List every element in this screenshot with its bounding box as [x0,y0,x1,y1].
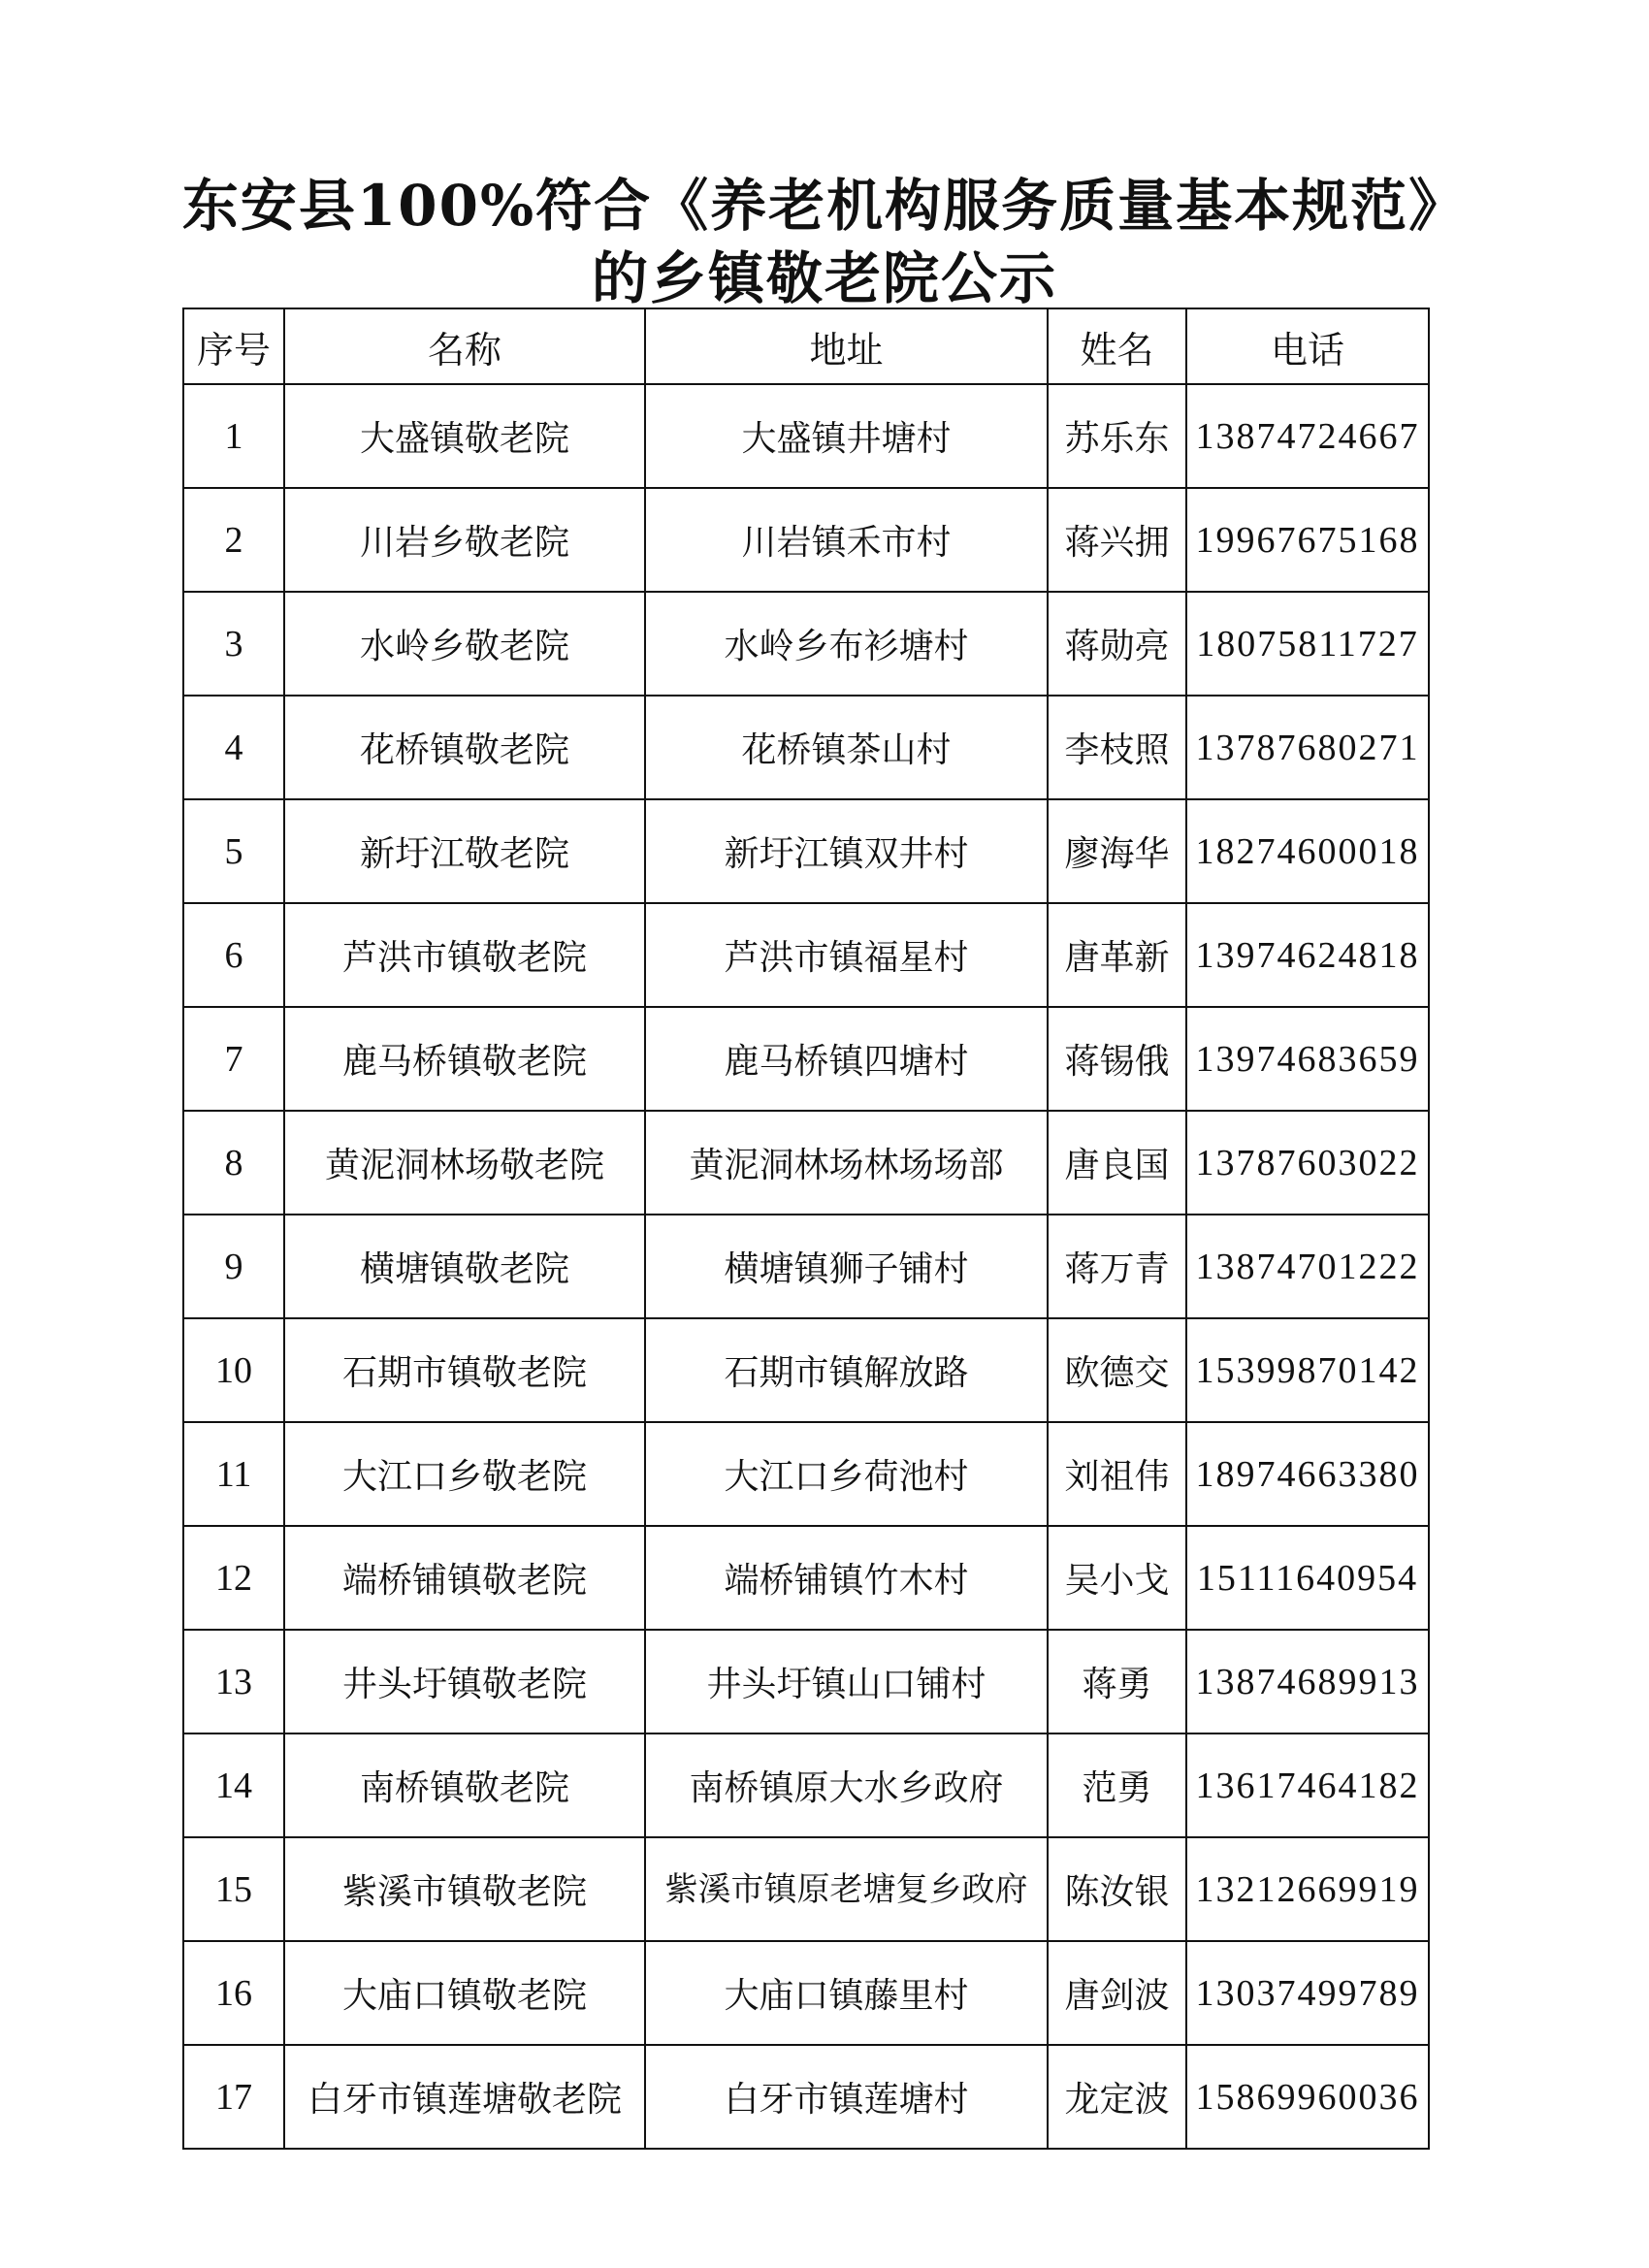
cell-contact: 陈汝银 [1048,1837,1186,1941]
cell-index: 8 [183,1111,284,1215]
table-row [183,1318,1429,1422]
cell-name: 横塘镇敬老院 [284,1215,645,1318]
cell-contact: 范勇 [1048,1733,1186,1837]
cell-index: 17 [183,2045,284,2149]
cell-name: 芦洪市镇敬老院 [284,903,645,1007]
cell-address: 端桥铺镇竹木村 [645,1526,1048,1630]
cell-phone: 13874724667 [1186,384,1429,488]
cell-address: 南桥镇原大水乡政府 [645,1733,1048,1837]
cell-name: 大盛镇敬老院 [284,384,645,488]
cell-address: 大庙口镇藤里村 [645,1941,1048,2045]
cell-phone: 13974624818 [1186,903,1429,1007]
cell-contact: 蒋兴拥 [1048,488,1186,592]
table-body [183,384,1429,2149]
table-row [183,1215,1429,1318]
cell-address: 鹿马桥镇四塘村 [645,1007,1048,1111]
cell-name: 新圩江敬老院 [284,799,645,903]
cell-address: 大盛镇井塘村 [645,384,1048,488]
cell-contact: 唐革新 [1048,903,1186,1007]
cell-phone: 13037499789 [1186,1941,1429,2045]
document-title-line-2: 的乡镇敬老院公示 [591,245,1057,311]
nursing-home-table [182,308,1430,2150]
column-header-contact: 姓名 [1048,308,1186,384]
cell-index: 5 [183,799,284,903]
cell-index: 1 [183,384,284,488]
cell-index: 6 [183,903,284,1007]
table-row [183,384,1429,488]
cell-phone: 15399870142 [1186,1318,1429,1422]
cell-phone: 13974683659 [1186,1007,1429,1111]
cell-contact: 刘祖伟 [1048,1422,1186,1526]
cell-phone: 18075811727 [1186,592,1429,696]
cell-address: 花桥镇茶山村 [645,696,1048,799]
cell-address: 紫溪市镇原老塘复乡政府 [645,1837,1048,1941]
cell-index: 12 [183,1526,284,1630]
cell-name: 花桥镇敬老院 [284,696,645,799]
cell-address: 新圩江镇双井村 [645,799,1048,903]
cell-address: 芦洪市镇福星村 [645,903,1048,1007]
cell-contact: 蒋万青 [1048,1215,1186,1318]
cell-index: 2 [183,488,284,592]
cell-name: 南桥镇敬老院 [284,1733,645,1837]
cell-phone: 13874689913 [1186,1630,1429,1733]
cell-phone: 19967675168 [1186,488,1429,592]
cell-contact: 李枝照 [1048,696,1186,799]
cell-address: 白牙市镇莲塘村 [645,2045,1048,2149]
cell-contact: 廖海华 [1048,799,1186,903]
cell-name: 白牙市镇莲塘敬老院 [284,2045,645,2149]
table-row [183,799,1429,903]
cell-address: 石期市镇解放路 [645,1318,1048,1422]
table-row [183,696,1429,799]
cell-index: 11 [183,1422,284,1526]
cell-phone: 13212669919 [1186,1837,1429,1941]
cell-index: 3 [183,592,284,696]
table-row [183,903,1429,1007]
column-header-name: 名称 [284,308,645,384]
table-row [183,1941,1429,2045]
cell-index: 14 [183,1733,284,1837]
cell-contact: 龙定波 [1048,2045,1186,2149]
cell-index: 10 [183,1318,284,1422]
cell-contact: 唐剑波 [1048,1941,1186,2045]
cell-contact: 蒋锡俄 [1048,1007,1186,1111]
cell-phone: 15869960036 [1186,2045,1429,2149]
cell-name: 大庙口镇敬老院 [284,1941,645,2045]
cell-phone: 18274600018 [1186,799,1429,903]
cell-name: 紫溪市镇敬老院 [284,1837,645,1941]
table-row [183,1733,1429,1837]
cell-name: 石期市镇敬老院 [284,1318,645,1422]
table-row [183,1007,1429,1111]
cell-index: 13 [183,1630,284,1733]
cell-name: 鹿马桥镇敬老院 [284,1007,645,1111]
table-header-row [183,308,1429,384]
cell-index: 9 [183,1215,284,1318]
column-header-index: 序号 [183,308,284,384]
cell-name: 黄泥洞林场敬老院 [284,1111,645,1215]
cell-contact: 苏乐东 [1048,384,1186,488]
cell-address: 水岭乡布衫塘村 [645,592,1048,696]
cell-address: 黄泥洞林场林场场部 [645,1111,1048,1215]
cell-name: 川岩乡敬老院 [284,488,645,592]
cell-contact: 唐良国 [1048,1111,1186,1215]
cell-name: 水岭乡敬老院 [284,592,645,696]
cell-phone: 15111640954 [1186,1526,1429,1630]
column-header-phone: 电话 [1186,308,1429,384]
cell-index: 16 [183,1941,284,2045]
table-row [183,1111,1429,1215]
table-row [183,1630,1429,1733]
table-row [183,592,1429,696]
cell-phone: 13787603022 [1186,1111,1429,1215]
cell-index: 7 [183,1007,284,1111]
cell-phone: 13787680271 [1186,696,1429,799]
cell-index: 4 [183,696,284,799]
cell-name: 井头圩镇敬老院 [284,1630,645,1733]
column-header-address: 地址 [645,308,1048,384]
cell-contact: 蒋勋亮 [1048,592,1186,696]
cell-contact: 吴小戈 [1048,1526,1186,1630]
table-row [183,1837,1429,1941]
cell-address: 横塘镇狮子铺村 [645,1215,1048,1318]
cell-contact: 蒋勇 [1048,1630,1186,1733]
cell-phone: 13874701222 [1186,1215,1429,1318]
cell-index: 15 [183,1837,284,1941]
cell-address: 井头圩镇山口铺村 [645,1630,1048,1733]
cell-name: 端桥铺镇敬老院 [284,1526,645,1630]
cell-address: 川岩镇禾市村 [645,488,1048,592]
table-row [183,2045,1429,2149]
cell-phone: 18974663380 [1186,1422,1429,1526]
cell-name: 大江口乡敬老院 [284,1422,645,1526]
cell-contact: 欧德交 [1048,1318,1186,1422]
table-row [183,1526,1429,1630]
cell-phone: 13617464182 [1186,1733,1429,1837]
document-title-line-1: 东安县100%符合《养老机构服务质量基本规范》 [181,173,1468,239]
table-row [183,1422,1429,1526]
cell-address: 大江口乡荷池村 [645,1422,1048,1526]
table-row [183,488,1429,592]
